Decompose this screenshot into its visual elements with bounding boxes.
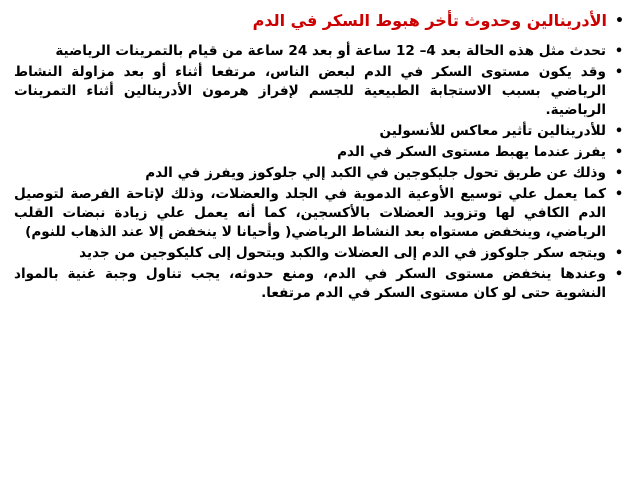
bullet-icon: • xyxy=(614,246,624,261)
list-item-text: وعندها ينخفض مستوى السكر في الدم، ومنع حدوثه، يجب تناول وجبة غنية بالمواد النشوية حتى لو كان مستوى السكر في الدم مرتفعا. xyxy=(14,266,606,301)
list-item-text: للأدرينالين تأثير معاكس للأنسولين xyxy=(379,123,606,139)
list-item-text: وقد يكون مستوى السكر في الدم لبعض الناس، مرتفعا أثناء أو بعد مزاولة النشاط الرياضي بسبب الاستجابة الطبيعية للجسم لإفراز هرمون الأدرينالين أثناء التمرينات الرياضية. xyxy=(14,64,606,118)
list-item-text: وذلك عن طريق تحول جليكوجين في الكبد إلي جلوكوز ويفرز في الدم xyxy=(145,165,606,181)
list-item-text: يفرز عندما يهبط مستوى السكر في الدم xyxy=(337,144,606,160)
list-item xyxy=(14,122,624,141)
bullet-list xyxy=(14,42,624,303)
bullet-icon: • xyxy=(614,124,624,139)
bullet-icon: • xyxy=(614,166,624,181)
bullet-icon: • xyxy=(614,145,624,160)
list-item xyxy=(14,185,624,242)
list-item-text: كما يعمل علي توسيع الأوعية الدموية في الجلد والعضلات، وذلك لإتاحة الفرصة لتوصيل الدم الكافي لها وتزويد العضلات بالأكسجين، كما أنه يعمل علي زيادة نبضات القلب الرياضي، وينخفض مستواه بعد النشاط الرياضي( وأحيانا لا ينخفض إلا عند الذهاب للنوم) xyxy=(14,186,606,240)
list-item-text: تحدث مثل هذه الحالة بعد 4– 12 ساعة أو بعد 24 ساعة من قيام بالتمرينات الرياضية xyxy=(55,43,606,59)
bullet-icon: • xyxy=(614,187,624,202)
list-item xyxy=(14,164,624,183)
title-bullet-icon: • xyxy=(615,13,624,29)
list-item xyxy=(14,143,624,162)
bullet-icon: • xyxy=(614,44,624,59)
bullet-icon: • xyxy=(614,267,624,282)
list-item xyxy=(14,42,624,61)
slide-title: الأدرينالين وحدوث تأخر هبوط السكر في الدم xyxy=(252,11,608,30)
list-item xyxy=(14,265,624,303)
list-item xyxy=(14,63,624,120)
title-row xyxy=(14,6,624,36)
list-item-text: ويتجه سكر جلوكوز في الدم إلى العضلات والكبد ويتحول إلى كليكوجين من جديد xyxy=(79,245,606,261)
list-item xyxy=(14,244,624,263)
bullet-icon: • xyxy=(614,65,624,80)
